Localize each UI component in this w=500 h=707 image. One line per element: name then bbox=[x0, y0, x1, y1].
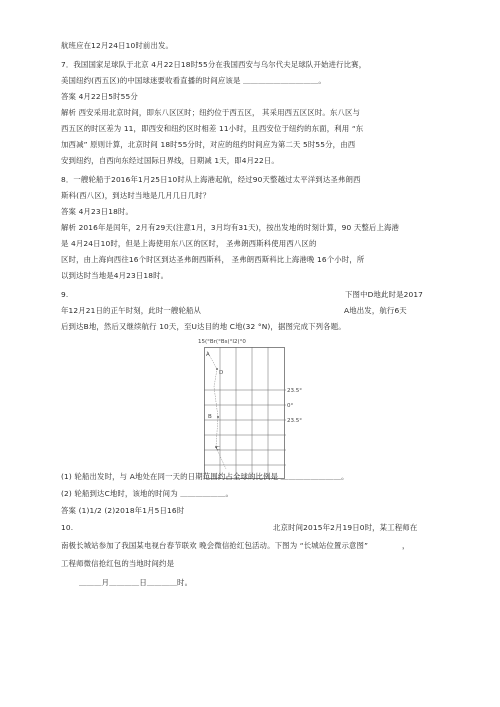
text-line: 工程师微信抢红包的当地时间约是 bbox=[61, 559, 175, 568]
text-line: 安到纽约，自西向东经过国际日界线，日期减 1天，即4月22日。 bbox=[61, 156, 279, 165]
lat-long-grid-figure bbox=[204, 347, 286, 479]
answer-blanks: ＿＿＿月＿＿＿＿日＿＿＿＿时。 bbox=[79, 578, 193, 587]
point-b-label: B bbox=[208, 414, 212, 420]
text-line: 航班应在12月24日10时前出发。 bbox=[61, 41, 174, 50]
text-line: 以到达时当地是4月23日18时。 bbox=[61, 271, 169, 280]
answer-7: 答案 4月22日5时55分 bbox=[61, 92, 138, 101]
question-7: 7．我国国家足球队于北京 4月22日18时55分在我国西安与乌尔代夫足球队开始进行比赛， bbox=[61, 60, 367, 69]
latitude-label-23-5s: 23.5° bbox=[287, 418, 302, 424]
text-line: A地出发，航行6天 bbox=[344, 306, 407, 315]
grid-diagram bbox=[204, 347, 286, 479]
analysis-8: 解析 2016年是闰年，2月有29天(注意1月，3月均有31天)，按出发地的时刻计算，90 天整后上海港 bbox=[61, 223, 400, 232]
text-line: 美国纽约(西五区)的中国球迷要收看直播的时间应该是 ＿＿＿＿＿＿＿＿＿＿。 bbox=[61, 76, 326, 85]
point-a-label: A bbox=[206, 352, 210, 358]
text-line: 后到达B地，然后又继续航行 10天，至U达目的地 C地(32 °N)，据图完成下列各题。 bbox=[61, 322, 346, 331]
question-9-part1: (1) 轮船出发时，与 A地处在同一天的日期范围约占全球的比例是 ＿＿＿＿＿＿＿＿。 bbox=[61, 472, 349, 481]
question-10-number: 10. bbox=[61, 523, 74, 532]
text-line: 南极长城站参加了我国某电视台春节联欢 晚会微信抢红包活动。下图为 “长城站位置示意图” bbox=[61, 541, 369, 550]
text-line: 加西减” 原则计算，北京时间 18时55分时，对应的纽约时间应为第二天 5时55分，由西 bbox=[61, 140, 356, 149]
longitude-labels: 15(°Br(°Bs(°I2(°0 bbox=[198, 339, 246, 345]
text-line: 北京时间2015年2月19日0时，某工程师在 bbox=[273, 523, 418, 532]
text-line: 斯科(西八区)，到达时当地是几月几日几时？ bbox=[61, 191, 211, 200]
answer-8: 答案 4月23日18时。 bbox=[61, 207, 134, 216]
question-9-number: 9. bbox=[61, 290, 69, 299]
question-9-part2: (2) 轮船到达C地时，该地的时间为 ＿＿＿＿＿＿。 bbox=[61, 489, 234, 498]
text-line: 是 4月24日10时，但是上海使用东八区的区时， 圣弗朗西斯科使用西八区的 bbox=[61, 239, 317, 248]
text-line: 年12月21日的正午时刻，此时一艘轮船从 bbox=[61, 306, 202, 315]
text-line: 区时，由上海向西往16个时区到达圣弗朗西斯科， 圣弗朗西斯科比上海港晚 16个小时，所 bbox=[61, 255, 365, 264]
point-c-label: C bbox=[216, 446, 220, 452]
answer-9: 答案 (1)1/2 (2)2018年1月5日16时 bbox=[61, 506, 185, 515]
text-line: 下图中D地此时是2017 bbox=[345, 290, 424, 299]
text-line: 西五区的时区差为 11，即西安和纽约区时相差 11小时，且西安位于纽约的东面，利用 “东 bbox=[61, 124, 364, 133]
latitude-label-equator: 0° bbox=[287, 403, 294, 409]
point-d-label: D bbox=[219, 370, 224, 376]
analysis-7: 解析 西安采用北京时间，即东八区区时；纽约位于西五区， 其采用西五区区时。东八区与 bbox=[61, 108, 361, 117]
question-8: 8．一艘轮船于2016年1月25日10时从上海港起航，经过90天整越过太平洋到达圣弗朗西 bbox=[61, 175, 361, 184]
latitude-label-23-5n: 23.5° bbox=[287, 388, 302, 394]
text-line: ， bbox=[402, 541, 410, 550]
